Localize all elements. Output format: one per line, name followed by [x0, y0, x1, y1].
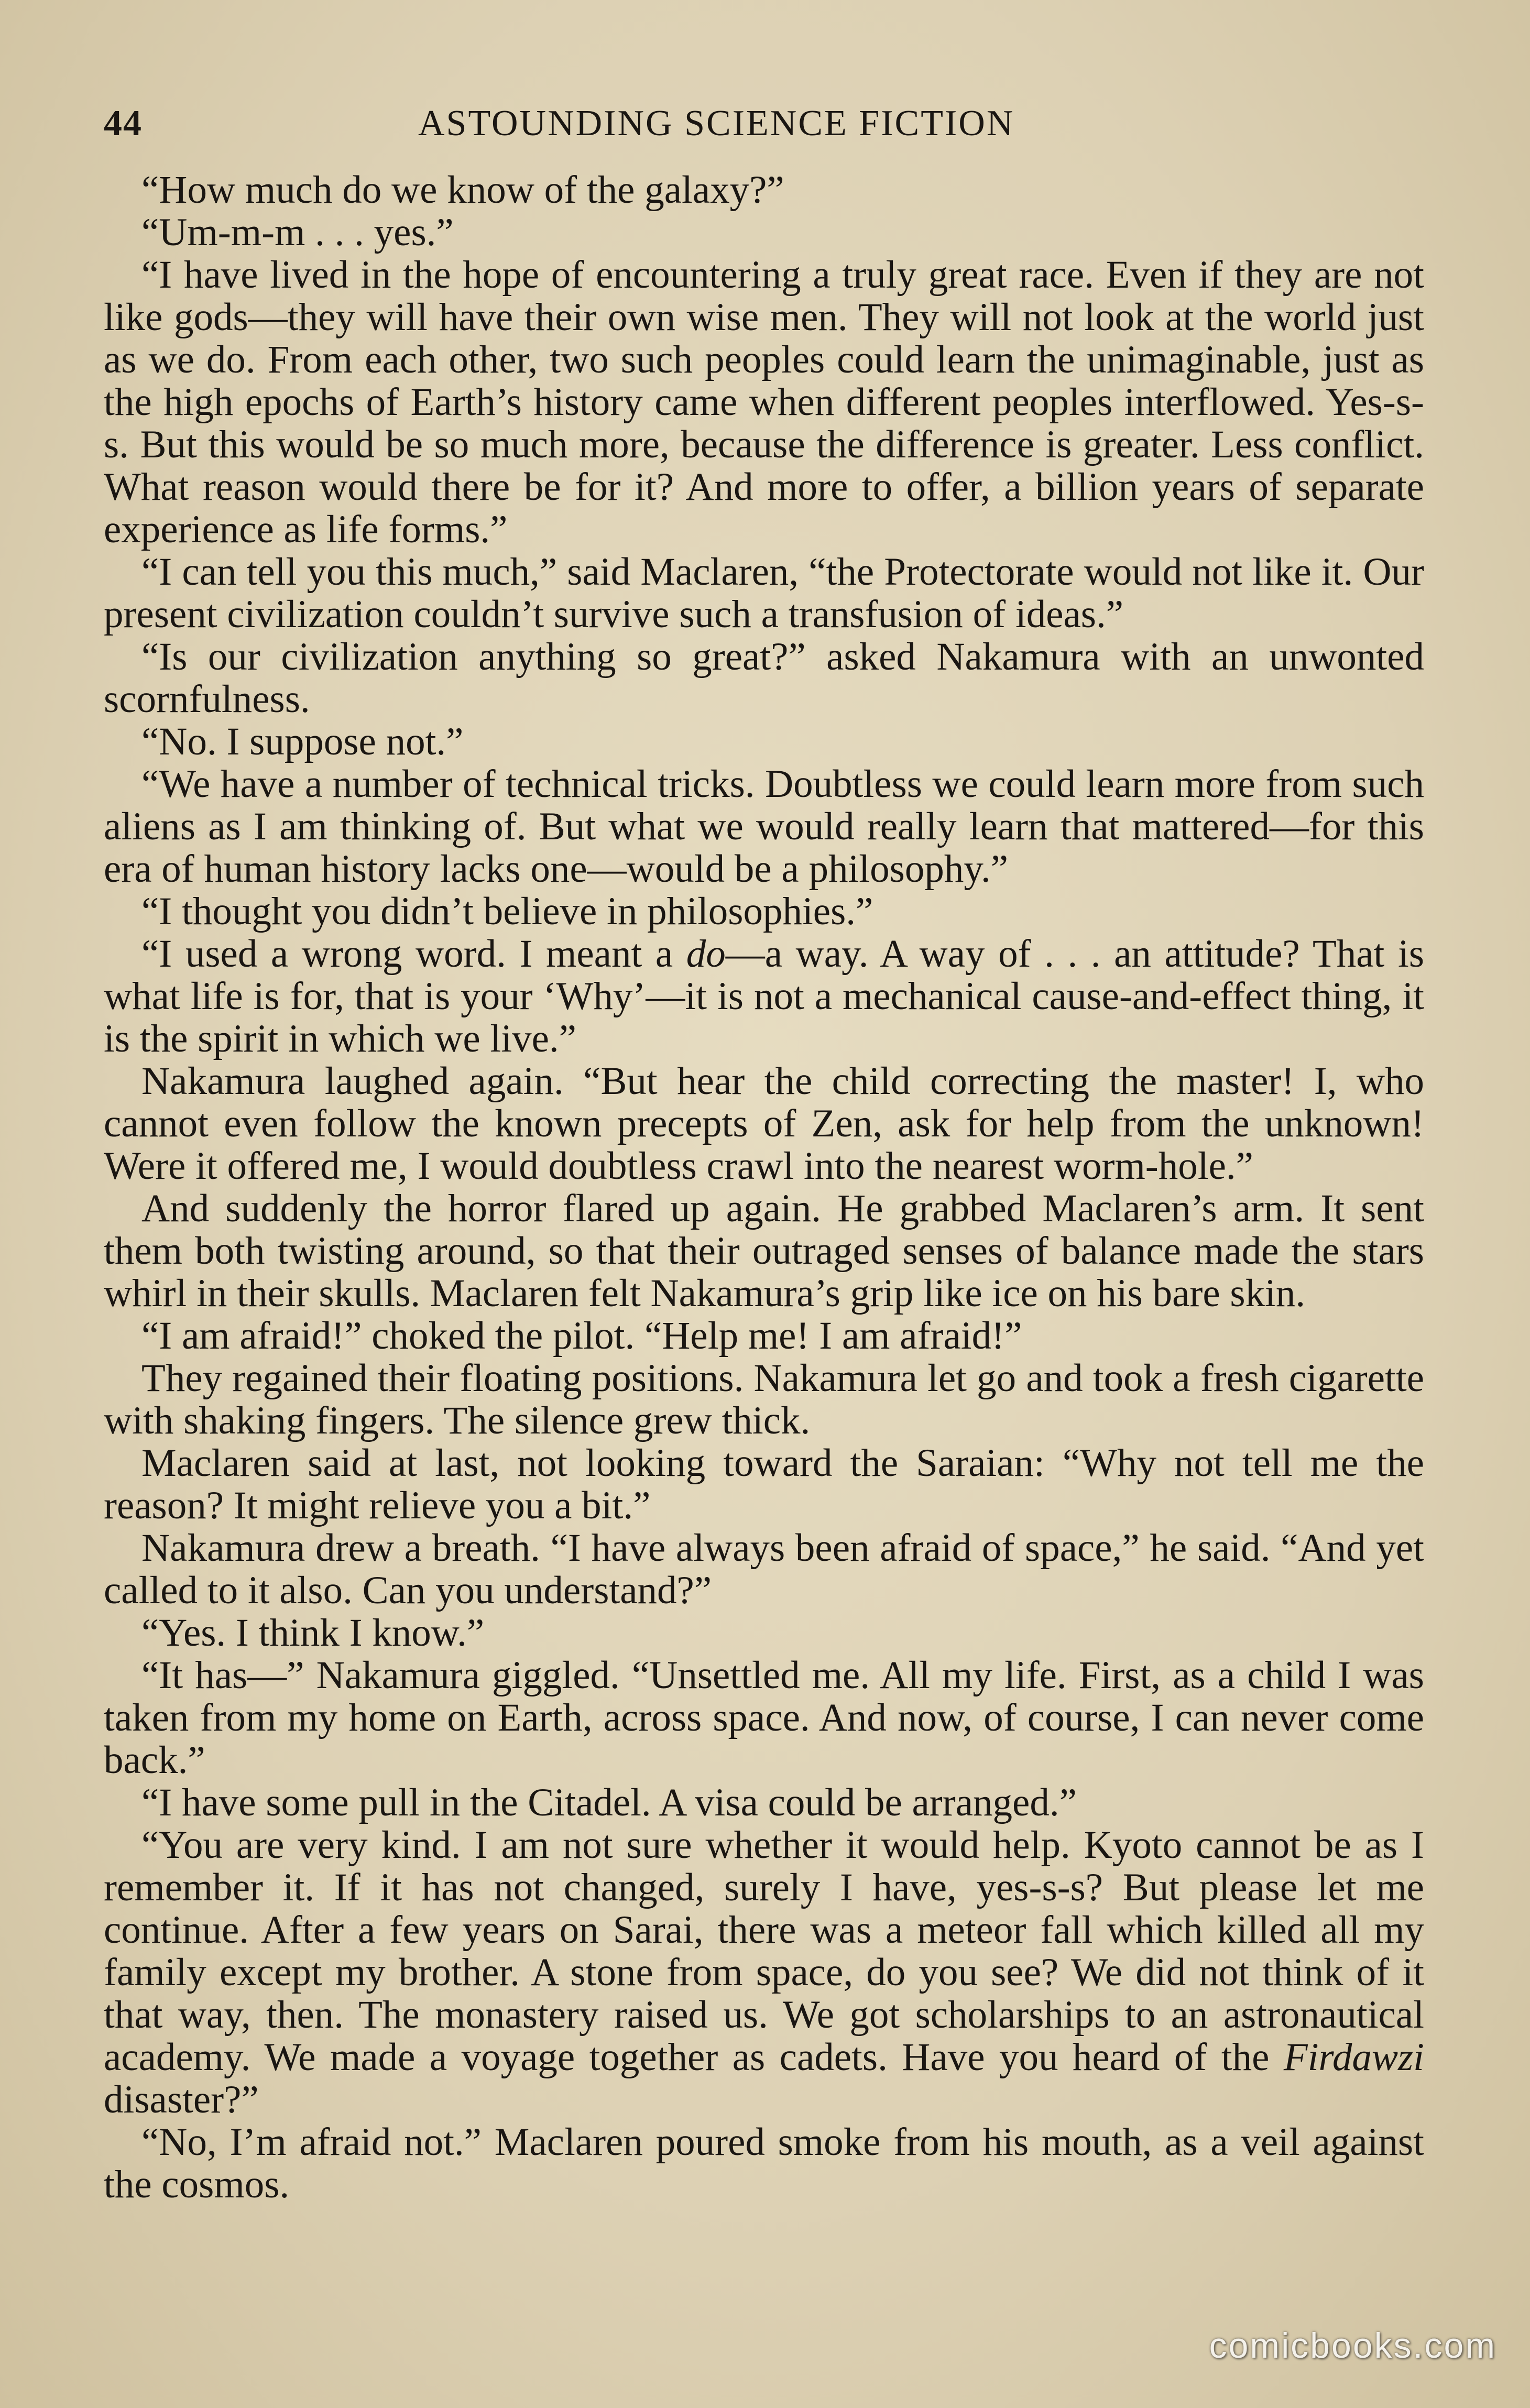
- running-head: ASTOUNDING SCIENCE FICTION: [418, 103, 1015, 144]
- text-run: “You are very kind. I am not sure whether it would help. Kyoto cannot be as I remember it. If it has not changed, surely I have, yes-s-s? But please let me continue. After a few years on Sarai, there was a meteor fall which killed all my family except my brother. A stone from space, do you see? We did not think of it that way, then. The monastery raised us. We got scholarships to an astronautical academy. We made a voyage together as cadets. Have you heard of the: [104, 1823, 1424, 2079]
- paragraph: “I am afraid!” choked the pilot. “Help me! I am afraid!”: [141, 1314, 1022, 1358]
- paragraph: And suddenly the horror flared up again. He grabbed Maclaren’s arm. It sent them both twisting around, so that their outraged senses of balance made the stars whirl in their skulls. Maclaren felt Nakamura’s grip like ice on his bare skin.: [104, 1187, 1424, 1315]
- paragraph: “It has—” Nakamura giggled. “Unsettled me. All my life. First, as a child I was taken from my home on Earth, across space. And now, of course, I can never come back.”: [104, 1654, 1424, 1782]
- paragraph: Nakamura drew a breath. “I have always been afraid of space,” he said. “And yet called to it also. Can you understand?”: [104, 1526, 1424, 1612]
- page-header: [104, 94, 1131, 157]
- paragraph: “I thought you didn’t believe in philosophies.”: [141, 890, 873, 933]
- paragraph: “Um-m-m . . . yes.”: [141, 211, 454, 254]
- paragraph: “We have a number of technical tricks. Doubtless we could learn more from such aliens as I am thinking of. But what we would really learn that mattered—for this era of human history lacks one—would be a philosophy.”: [104, 762, 1424, 891]
- text-run: “I used a wrong word. I meant a: [141, 932, 686, 976]
- story-text: [104, 169, 1424, 2206]
- paragraph: [104, 1824, 1424, 2121]
- paragraph: They regained their floating positions. Nakamura let go and took a fresh cigarette with shaking fingers. The silence grew thick.: [104, 1356, 1424, 1442]
- text-run: disaster?”: [104, 2078, 259, 2121]
- paragraph: “I have some pull in the Citadel. A visa could be arranged.”: [141, 1781, 1077, 1824]
- paragraph: “No, I’m afraid not.” Maclaren poured smoke from his mouth, as a veil against the cosmos.: [104, 2120, 1424, 2206]
- watermark: comicbooks.com: [1209, 2326, 1496, 2366]
- paragraph: “I have lived in the hope of encountering a truly great race. Even if they are not like gods—they will have their own wise men. They will not look at the world just as we do. From each other, two such peoples could learn the unimaginable, just as the high epochs of Earth’s history came when different peoples interflowed. Yes-s-s. But this would be so much more, because the difference is greater. Less conflict. What reason would there be for it? And more to offer, a billion years of separate experience as life forms.”: [104, 253, 1424, 551]
- paragraph: “I can tell you this much,” said Maclaren, “the Protectorate would not like it. Our present civilization couldn’t survive such a transfusion of ideas.”: [104, 550, 1424, 636]
- paragraph: “Is our civilization anything so great?” asked Nakamura with an unwonted scornfulness.: [104, 635, 1424, 721]
- paragraph: [104, 933, 1424, 1060]
- paragraph: Maclaren said at last, not looking toward the Saraian: “Why not tell me the reason? It might relieve you a bit.”: [104, 1441, 1424, 1527]
- paragraph: “No. I suppose not.”: [141, 720, 464, 763]
- text-run: —a way. A way of . . . an attitude? That is what life is for, that is your ‘Why’—it is not a mechanical cause-and-effect thing, it is the spirit in which we live.”: [104, 932, 1425, 1060]
- italic-word: Firdawzi: [1283, 2035, 1424, 2079]
- paragraph: Nakamura laughed again. “But hear the child correcting the master! I, who cannot even follow the known precepts of Zen, ask for help from the unknown! Were it offered me, I would doubtless crawl into the nearest worm-hole.”: [104, 1059, 1424, 1188]
- page-number: 44: [104, 103, 143, 144]
- paragraph: “How much do we know of the galaxy?”: [141, 168, 784, 212]
- paragraph: “Yes. I think I know.”: [141, 1611, 485, 1655]
- italic-word: do: [686, 932, 726, 976]
